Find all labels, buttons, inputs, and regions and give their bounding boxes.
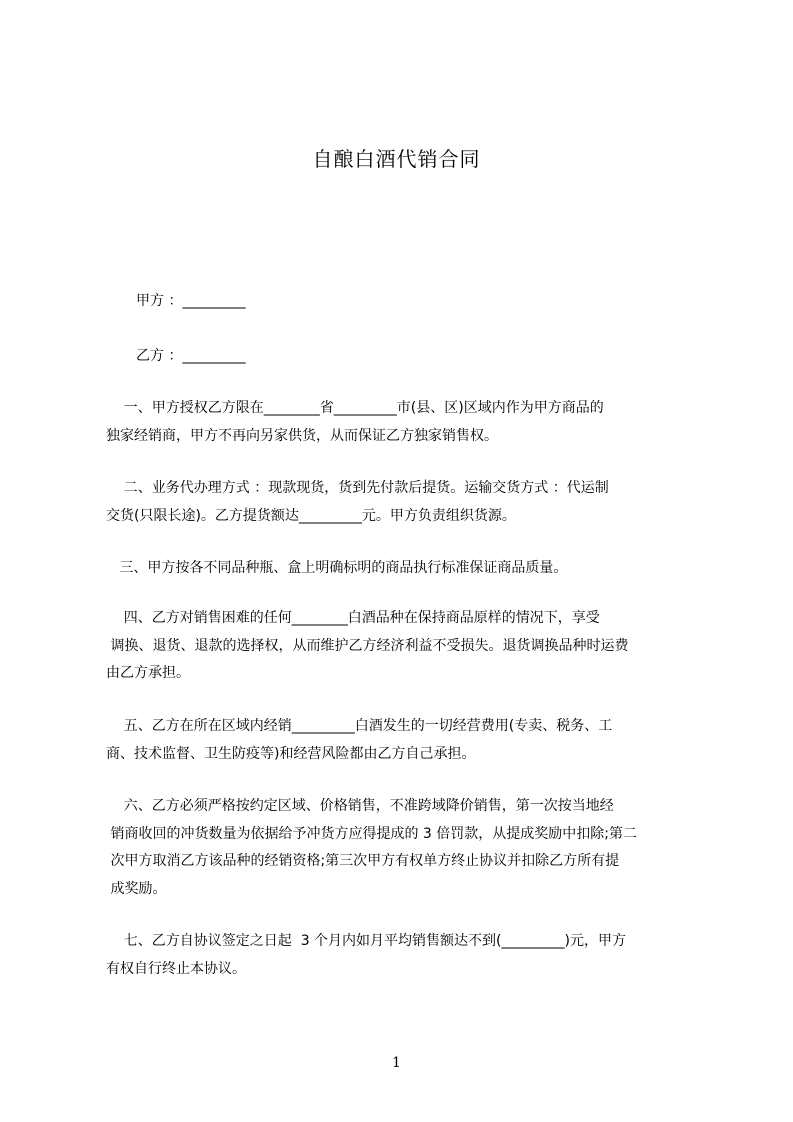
- clause-7: [106, 928, 702, 983]
- clause-line: 六、乙方必须严格按约定区域、价格销售，不准跨域降价销售，第一次按当地经: [106, 798, 614, 814]
- clause-line: 销商收回的冲货数量为依据给予冲货方应得提成的 3 倍罚款，从提成奖励中扣除;第二: [106, 825, 637, 842]
- clause-line: 交货(只限长途)。乙方提货额达_________元。甲方负责组织货源。: [106, 507, 516, 524]
- clause-line: 次甲方取消乙方该品种的经销资格;第三次甲方有权单方终止协议并扣除乙方所有提: [106, 853, 620, 869]
- clause-line: 成奖励。: [106, 880, 167, 897]
- clause-line: 独家经销商，甲方不再向另家供货，从而保证乙方独家销售权。: [106, 427, 498, 444]
- clause-3: [106, 555, 702, 583]
- clause-line: 二、业务代办理方式 ：现款现货，货到先付款后提货。运输交货方式 ：代运制: [106, 480, 609, 496]
- clause-line: 四、乙方对销售困难的任何________白酒品种在保持商品原样的情况下，享受: [106, 610, 600, 626]
- clause-line: 调换、退货、退款的选择权，从而维护乙方经济利益不受损失。退货调换品种时运费: [106, 637, 629, 654]
- clause-line: 有权自行终止本协议。: [106, 960, 246, 977]
- clause-6: [106, 793, 702, 903]
- document-title: 自酿白酒代销合同: [312, 147, 481, 171]
- clause-line: 七、乙方自协议签定之日起 3 个月内如月平均销售额达不到(_________)元，甲方: [106, 933, 626, 949]
- clause-4: [106, 605, 702, 688]
- clause-line: 商、技术监督、卫生防疫等)和经营风险都由乙方自己承担。: [106, 745, 476, 762]
- clause-line: 一、甲方授权乙方限在________省_________市(县、区)区域内作为甲方商品的: [106, 400, 604, 416]
- clause-5: [106, 713, 702, 768]
- party-a-line: 甲方 ：_________: [136, 293, 246, 309]
- page-number: 1: [392, 1055, 401, 1071]
- clause-1: [106, 395, 702, 450]
- clause-2: [106, 475, 702, 530]
- party-b-line: 乙方 ：_________: [136, 348, 246, 364]
- clause-line: 三、甲方按各不同品种瓶、盒上明确标明的商品执行标准保证商品质量。: [106, 560, 568, 576]
- clause-line: 由乙方承担。: [106, 665, 190, 681]
- clause-line: 五、乙方在所在区域内经销_________白酒发生的一切经营费用(专卖、税务、工: [106, 718, 613, 734]
